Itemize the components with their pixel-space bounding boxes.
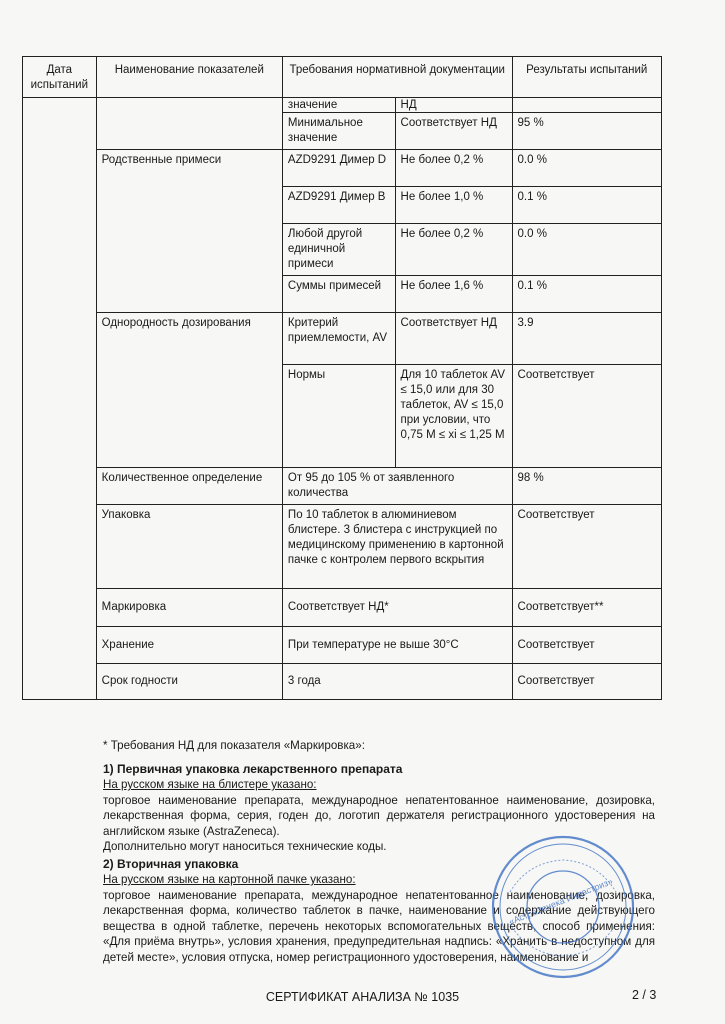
name-cell: Количественное определение — [96, 468, 282, 505]
table-row — [23, 627, 662, 664]
sub-cell: значение — [282, 98, 395, 113]
footnotes — [103, 738, 655, 965]
header-date: Дата испытаний — [23, 57, 97, 98]
sub-cell: Суммы примесей — [282, 276, 395, 313]
sub-cell: AZD9291 Димер D — [282, 150, 395, 187]
res-cell: 3.9 — [512, 313, 661, 365]
res-cell — [512, 98, 661, 113]
footnote-marking: * Требования НД для показателя «Маркировка»: — [103, 739, 365, 752]
section-secondary-title: 2) Вторичная упаковка — [103, 856, 239, 871]
table-row — [23, 468, 662, 505]
req-cell: Соответствует НД — [395, 113, 512, 150]
name-cell: Срок годности — [96, 664, 282, 700]
section-primary-text: торговое наименование препарата, международное непатентованное наименование, дозировка, лекарственная форма, серия, годен до, логотип держателя регистрационного удостоверения на английском языке (AstraZeneca). — [103, 793, 655, 838]
table-row — [23, 664, 662, 700]
name-cell: Хранение — [96, 627, 282, 664]
req-cell: По 10 таблеток в алюминиевом блистере. 3 блистера с инструкцией по медицинскому применению в картонной пачке с контролем первого вскрытия — [282, 505, 512, 589]
res-cell: 0.1 % — [512, 276, 661, 313]
sub-cell: Критерий приемлемости, AV — [282, 313, 395, 365]
req-cell: Не более 1,6 % — [395, 276, 512, 313]
res-cell: Соответствует — [512, 664, 661, 700]
footer-certificate-title: СЕРТИФИКАТ АНАЛИЗА № 1035 — [265, 990, 460, 1004]
req-cell: Для 10 таблеток AV ≤ 15,0 или для 30 таблеток, AV ≤ 15,0 при условии, что 0,75 M ≤ xi ≤ 1,25 M — [395, 365, 512, 468]
res-cell: 0.0 % — [512, 224, 661, 276]
footer-page-number: 2 / 3 — [632, 988, 657, 1002]
name-cell: Упаковка — [96, 505, 282, 589]
header-requirements: Требования нормативной документации — [282, 57, 512, 98]
req-cell: 3 года — [282, 664, 512, 700]
header-results: Результаты испытаний — [512, 57, 661, 98]
name-cell: Родственные примеси — [96, 150, 282, 313]
res-cell: Соответствует — [512, 365, 661, 468]
name-cell: Маркировка — [96, 589, 282, 627]
name-cell-continued — [96, 98, 282, 150]
req-cell: Не более 0,2 % — [395, 224, 512, 276]
section-primary-subtitle: На русском языке на блистере указано: — [103, 778, 317, 791]
req-cell: НД — [395, 98, 512, 113]
table-row — [23, 589, 662, 627]
section-primary-extra: Дополнительно могут наноситься технические коды. — [103, 840, 387, 853]
table-row — [23, 150, 662, 187]
res-cell: 98 % — [512, 468, 661, 505]
table-header-row — [23, 57, 662, 98]
header-name: Наименование показателей — [96, 57, 282, 98]
res-cell: Соответствует — [512, 505, 661, 589]
req-cell: Соответствует НД* — [282, 589, 512, 627]
test-results-table — [22, 56, 662, 700]
res-cell: 0.1 % — [512, 187, 661, 224]
stamp-text: «АстраЗенека Индастриз» — [507, 875, 615, 927]
res-cell: Соответствует — [512, 627, 661, 664]
table-row — [23, 313, 662, 365]
section-secondary-text: торговое наименование препарата, международное непатентованное наименование, дозировка, лекарственная форма, количество таблеток в пачке, наименование и содержание действующего вещества в одной таблетке, перечень некоторых вспомогательных веществ, способ применения: «Для приёма внутрь», условия хранения, предупредительная надпись: «Хранить в недоступном для детей месте», условия отпуска, номер регистрационного удостоверения, наименование и — [103, 888, 655, 964]
res-cell: 0.0 % — [512, 150, 661, 187]
req-cell: При температуре не выше 30°C — [282, 627, 512, 664]
req-cell: От 95 до 105 % от заявленного количества — [282, 468, 512, 505]
table-row — [23, 98, 662, 113]
req-cell: Соответствует НД — [395, 313, 512, 365]
table-row — [23, 505, 662, 589]
req-cell: Не более 0,2 % — [395, 150, 512, 187]
sub-cell: Минимальное значение — [282, 113, 395, 150]
sub-cell: Нормы — [282, 365, 395, 468]
name-cell: Однородность дозирования — [96, 313, 282, 468]
sub-cell: AZD9291 Димер B — [282, 187, 395, 224]
date-cell — [23, 98, 97, 700]
sub-cell: Любой другой единичной примеси — [282, 224, 395, 276]
res-cell: 95 % — [512, 113, 661, 150]
req-cell: Не более 1,0 % — [395, 187, 512, 224]
section-secondary-subtitle: На русском языке на картонной пачке указано: — [103, 873, 356, 886]
section-primary-title: 1) Первичная упаковка лекарственного препарата — [103, 761, 403, 776]
res-cell: Соответствует** — [512, 589, 661, 627]
